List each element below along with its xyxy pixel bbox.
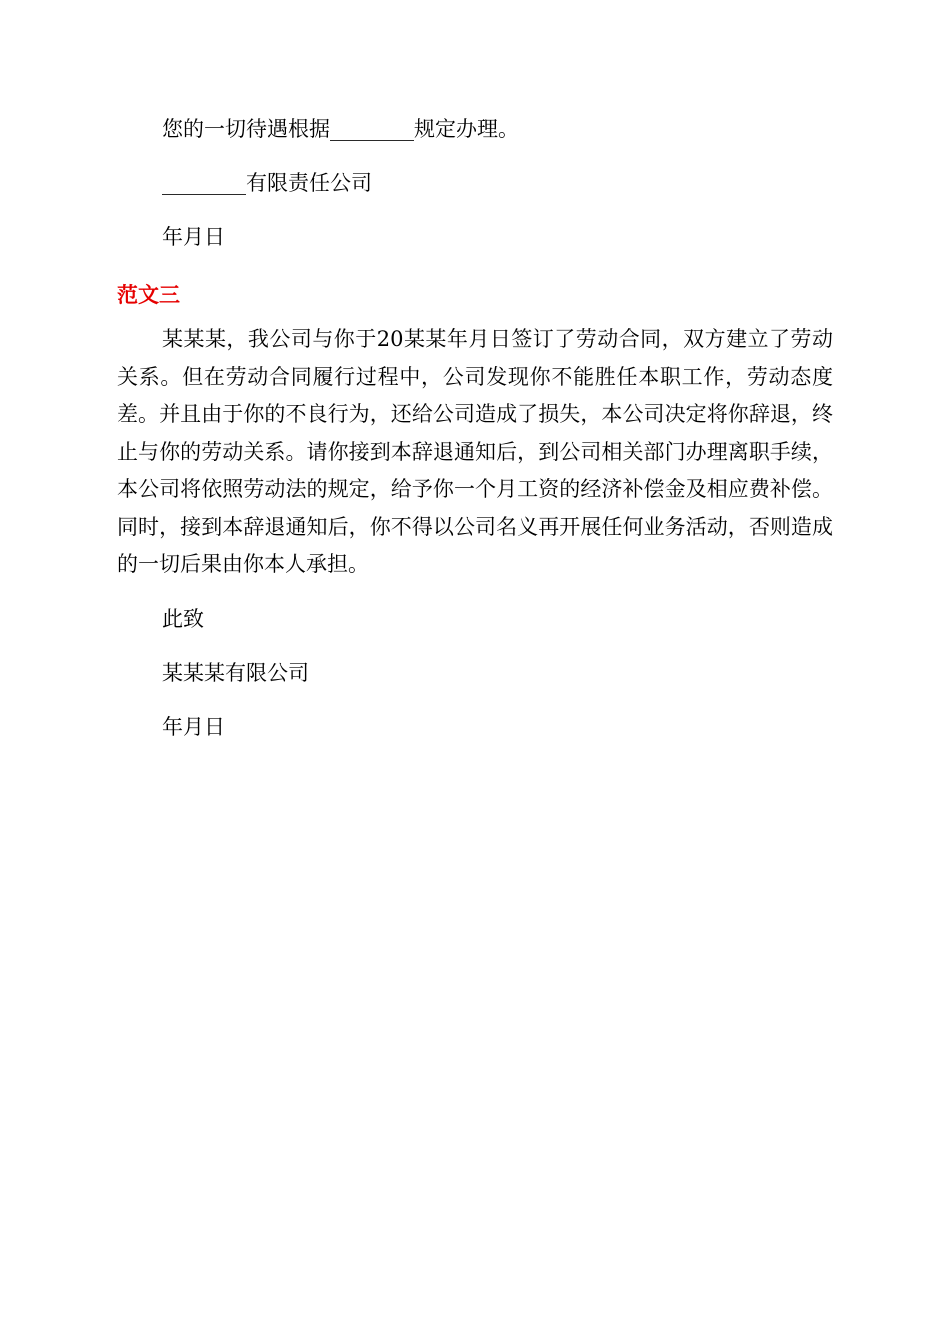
company-blank-line: ________有限责任公司 [162, 171, 372, 195]
company-signature: 某某某有限公司 [162, 661, 309, 685]
body-paragraph: 某某某，我公司与你于20某某年月日签订了劳动合同，双方建立了劳动关系。但在劳动合同履行过程中，公司发现你不能胜任本职工作，劳动态度差。并且由于你的不良行为，还给公司造成了损失，本公司决定将你辞退，终止与你的劳动关系。请你接到本辞退通知后，到公司相关部门办理离职手续，本公司将依照劳动法的规定，给予你一个月工资的经济补偿金及相应费补偿。同时，接到本辞退通知后，你不得以公司名义再开展任何业务活动，否则造成的一切后果由你本人承担。 [117, 327, 833, 576]
section-heading: 范文三 [117, 283, 180, 307]
closing-salutation: 此致 [162, 607, 204, 631]
treatment-line: 您的一切待遇根据________规定办理。 [162, 117, 519, 141]
date-line: 年月日 [162, 225, 225, 249]
signature-date: 年月日 [162, 715, 225, 739]
